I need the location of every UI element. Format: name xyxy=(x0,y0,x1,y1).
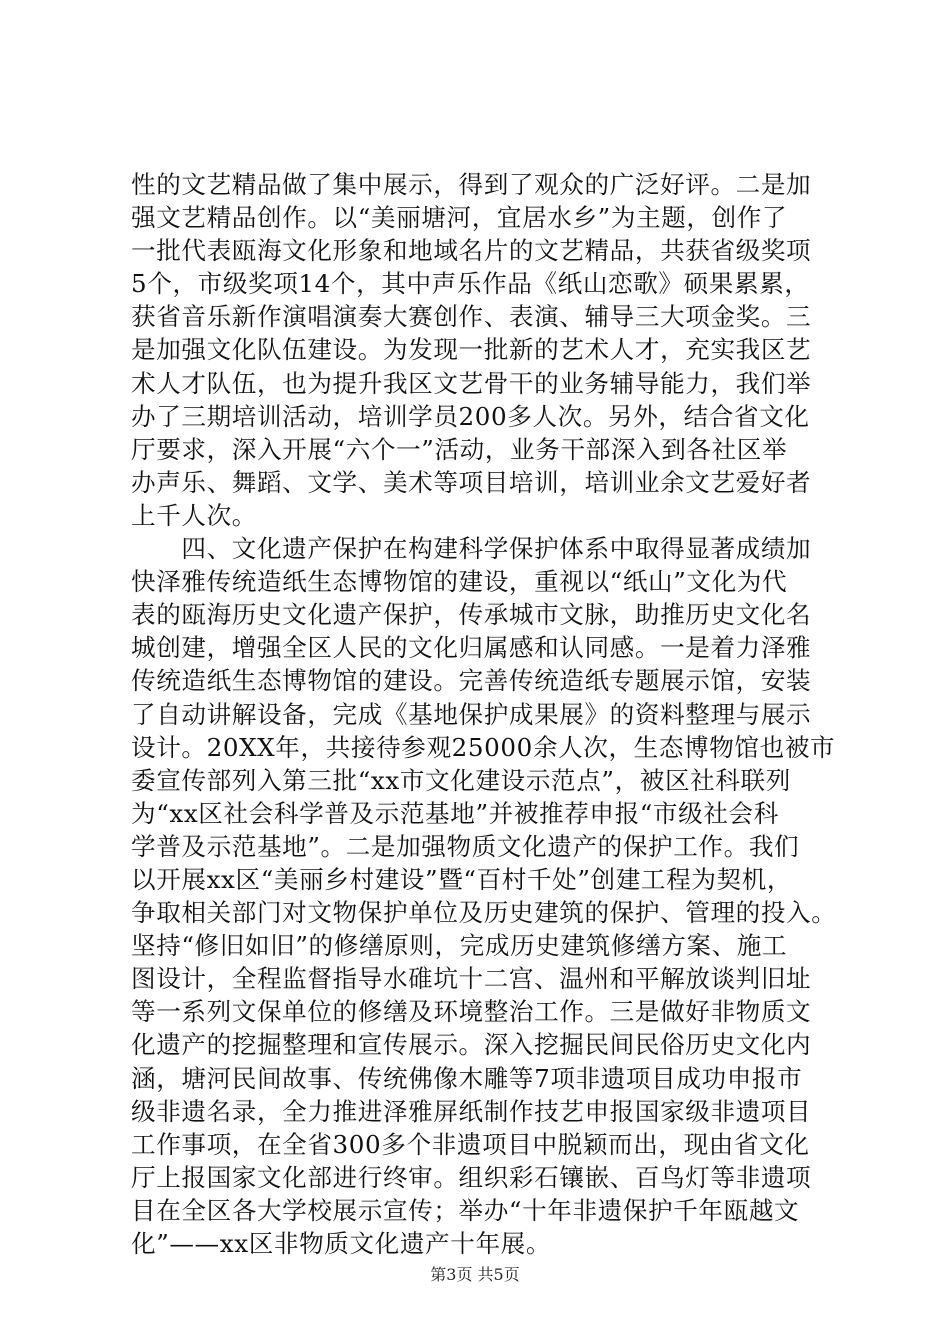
text-line: 坚持“修旧如旧”的修缮原则，完成历史建筑修缮方案、施工 xyxy=(131,931,788,961)
text-line: 设计。20XX年，共接待参观25000余人次，生态博物馆也被市 xyxy=(131,732,836,762)
text-line: 工作事项，在全省300多个非遗项目中脱颖而出，现由省文化 xyxy=(131,1129,810,1159)
text-line: 图设计，全程监督指导水碓坑十二宫、温州和平解放谈判旧址 xyxy=(131,964,812,994)
text-line: 获省音乐新作演唱演奏大赛创作、表演、辅导三大项金奖。三 xyxy=(131,302,812,332)
text-line: 5个，市级奖项14个，其中声乐作品《纸山恋歌》硕果累累， xyxy=(131,269,810,299)
text-line: 城创建，增强全区人民的文化归属感和认同感。一是着力泽雅 xyxy=(131,633,812,663)
text-line: 传统造纸生态博物馆的建设。完善传统造纸专题展示馆，安装 xyxy=(131,666,812,696)
text-line: 为“xx区社会科学普及示范基地”并被推荐申报“市级社会科 xyxy=(131,798,779,828)
text-line: 强文艺精品创作。以“美丽塘河，宜居水乡”为主题，创作了 xyxy=(131,203,788,233)
text-line: 性的文艺精品做了集中展示，得到了观众的广泛好评。二是加 xyxy=(131,170,812,199)
text-line: 化”——xx区非物质文化遗产十年展。 xyxy=(131,1229,552,1258)
text-line: 委宣传部列入第三批“xx市文化建设示范点”，被区社科联列 xyxy=(131,765,791,795)
text-line: 办声乐、舞蹈、文学、美术等项目培训，培训业余文艺爱好者 xyxy=(131,467,812,497)
body-text xyxy=(131,168,837,1260)
text-line: 一批代表瓯海文化形象和地域名片的文艺精品，共获省级奖项 xyxy=(131,236,812,266)
text-line: 厅要求，深入开展“六个一”活动，业务干部深入到各社区举 xyxy=(131,434,788,464)
text-line: 术人才队伍，也为提升我区文艺骨干的业务辅导能力，我们举 xyxy=(131,368,812,398)
text-line: 学普及示范基地”。二是加强物质文化遗产的保护工作。我们 xyxy=(131,831,800,861)
text-line: 上千人次。 xyxy=(131,500,257,530)
text-line: 表的瓯海历史文化遗产保护，传承城市文脉，助推历史文化名 xyxy=(131,600,812,630)
text-line: 涵，塘河民间故事、传统佛像木雕等7项非遗项目成功申报市 xyxy=(131,1063,803,1093)
text-line: 快泽雅传统造纸生态博物馆的建设，重视以“纸山”文化为代 xyxy=(131,567,788,597)
text-line: 争取相关部门对文物保护单位及历史建筑的保护、管理的投入。 xyxy=(131,898,837,928)
text-line: 级非遗名录，全力推进泽雅屏纸制作技艺申报国家级非遗项目 xyxy=(131,1096,812,1126)
text-line: 厅上报国家文化部进行终审。组织彩石镶嵌、百鸟灯等非遗项 xyxy=(131,1162,812,1192)
text-line: 化遗产的挖掘整理和宣传展示。深入挖掘民间民俗历史文化内 xyxy=(131,1030,812,1060)
text-line: 了自动讲解设备，完成《基地保护成果展》的资料整理与展示 xyxy=(131,699,812,729)
text-line: 以开展xx区“美丽乡村建设”暨“百村千处”创建工程为契机， xyxy=(131,864,793,894)
text-line: 是加强文化队伍建设。为发现一批新的艺术人才，充实我区艺 xyxy=(131,335,812,365)
text-line: 目在全区各大学校展示宣传；举办“十年非遗保护千年瓯越文 xyxy=(131,1195,800,1225)
page-footer: 第3页 共5页 xyxy=(430,1265,520,1284)
text-line: 四、文化遗产保护在构建科学保护体系中取得显著成绩加 xyxy=(131,534,812,564)
text-line: 办了三期培训活动，培训学员200多人次。另外，结合省文化 xyxy=(131,401,810,431)
text-line: 等一系列文保单位的修缮及环境整治工作。三是做好非物质文 xyxy=(131,997,812,1027)
